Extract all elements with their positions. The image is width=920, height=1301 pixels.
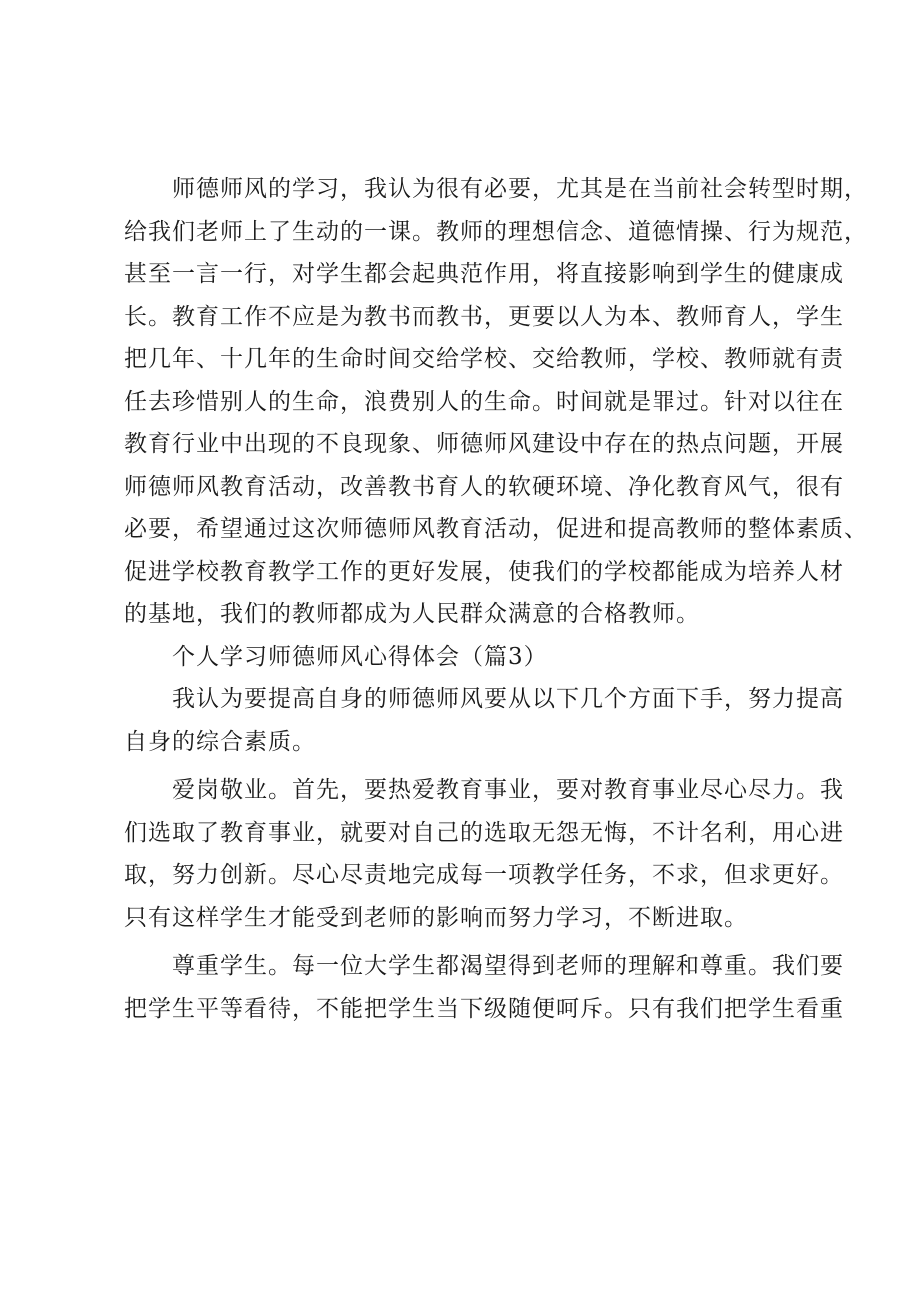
text-line: 自身的综合素质。 xyxy=(124,728,316,755)
text-line: 的基地，我们的教师都成为人民群众满意的合格教师。 xyxy=(124,601,700,627)
text-line: 尊重学生。每一位大学生都渴望得到老师的理解和尊重。我们要 xyxy=(172,953,844,979)
text-line: 爱岗敬业。首先，要热爱教育事业，要对教育事业尽心尽力。我 xyxy=(172,777,844,803)
text-line: 任去珍惜别人的生命，浪费别人的生命。时间就是罪过。针对以往在 xyxy=(124,388,844,415)
text-line: 取，努力创新。尽心尽责地完成每一项教学任务，不求，但求更好。 xyxy=(124,862,844,888)
document-body xyxy=(124,168,868,1030)
text-line: 把学生平等看待，不能把学生当下级随便呵斥。只有我们把学生看重 xyxy=(124,995,844,1022)
text-line: 师德师风教育活动，改善教书育人的软硬环境、净化教育风气，很有 xyxy=(124,473,844,500)
text-line: 我认为要提高自身的师德师风要从以下几个方面下手，努力提高 xyxy=(172,686,844,712)
paragraph-3 xyxy=(124,769,844,939)
text-line: 长。教育工作不应是为教书而教书，更要以人为本、教师育人，学生 xyxy=(124,303,844,330)
text-line: 教育行业中出现的不良现象、师德师风建设中存在的热点问题，开展 xyxy=(124,431,844,457)
text-line: 必要，希望通过这次师德师风教育活动，促进和提高教师的整体素质、 xyxy=(124,516,868,542)
paragraph-1 xyxy=(124,168,868,636)
text-line: 甚至一言一行，对学生都会起典范作用，将直接影响到学生的健康成 xyxy=(124,261,844,287)
text-line: 促进学校教育教学工作的更好发展，使我们的学校都能成为培养人材 xyxy=(124,558,844,585)
paragraph-4 xyxy=(124,945,844,1030)
paragraph-2 xyxy=(124,678,844,763)
section-heading xyxy=(124,636,830,679)
heading-line: 个人学习师德师风心得体会（篇3） xyxy=(172,643,548,670)
text-line: 把几年、十几年的生命时间交给学校、交给教师，学校、教师就有责 xyxy=(124,346,844,372)
text-line: 给我们老师上了生动的一课。教师的理想信念、道德情操、行为规范， xyxy=(124,218,868,245)
text-line: 师德师风的学习，我认为很有必要，尤其是在当前社会转型时期， xyxy=(172,176,868,202)
text-line: 们选取了教育事业，就要对自己的选取无怨无悔，不计名利，用心进 xyxy=(124,819,844,846)
text-line: 只有这样学生才能受到老师的影响而努力学习，不断进取。 xyxy=(124,904,748,931)
